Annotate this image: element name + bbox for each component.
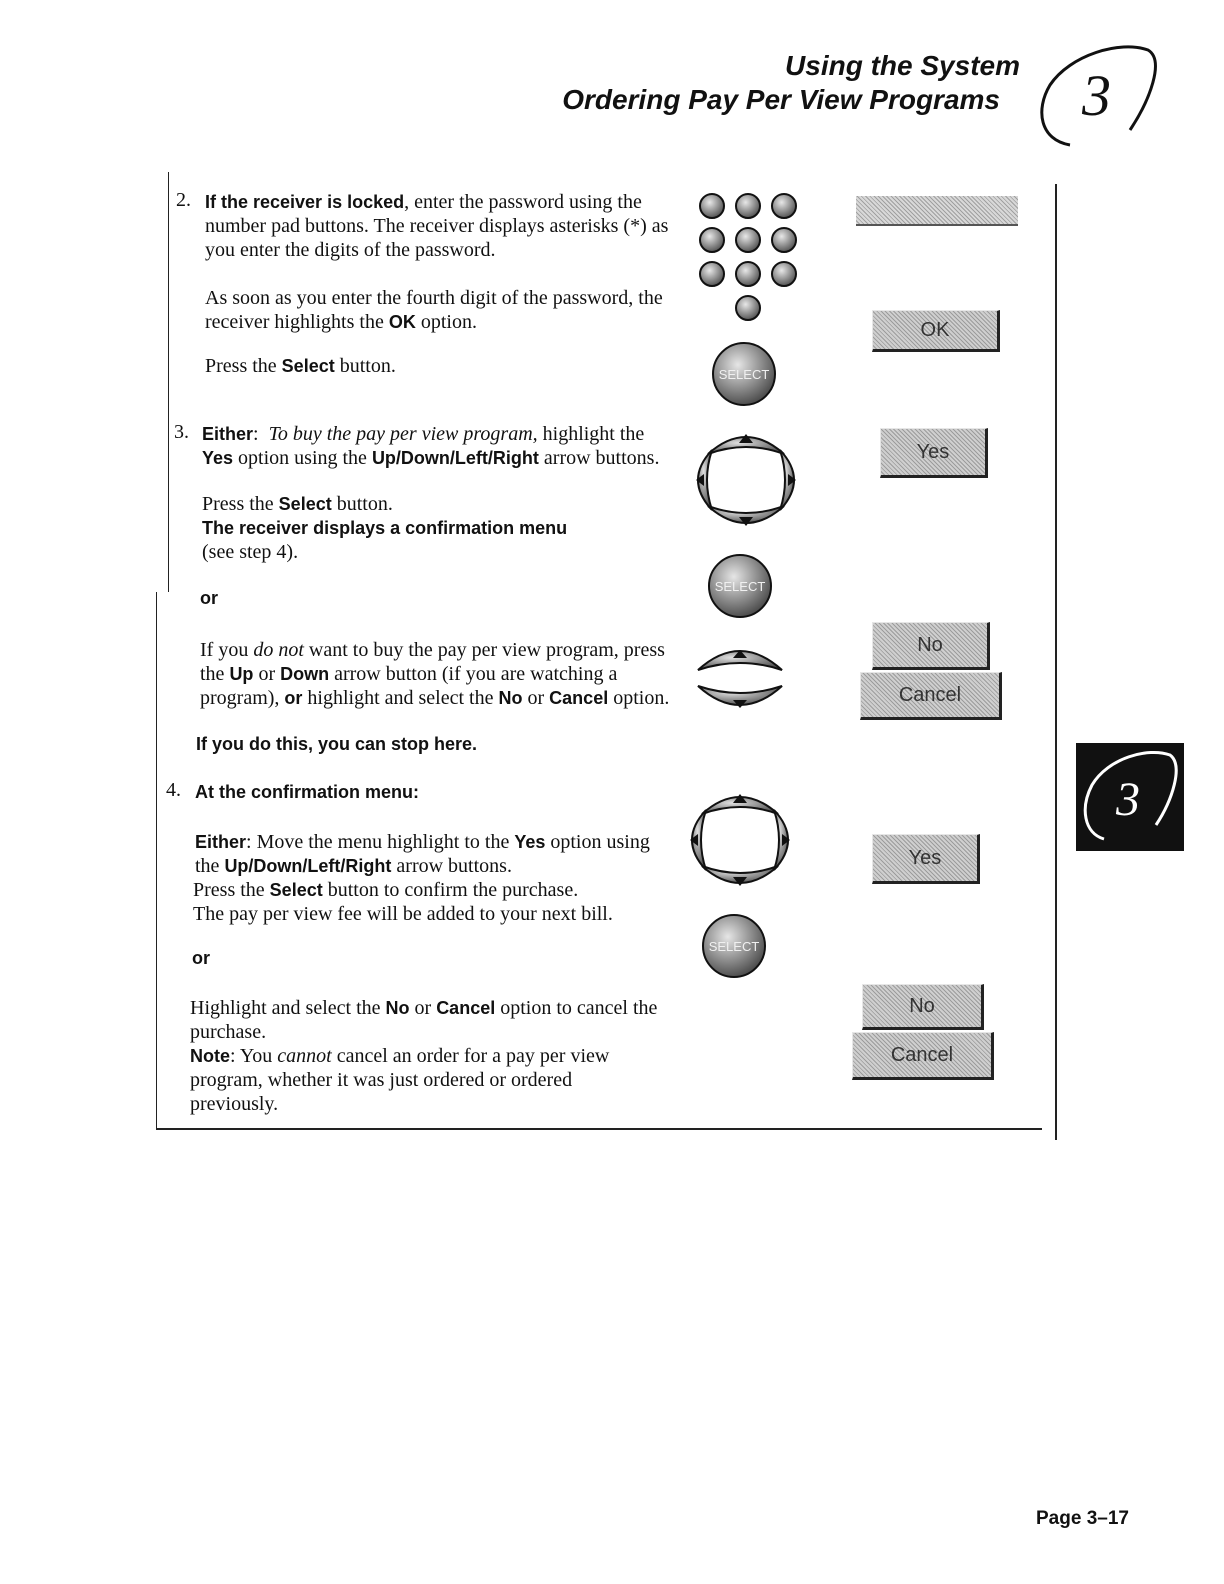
- frame-bottom-line: [156, 1128, 1042, 1130]
- step2-paragraph2: As soon as you enter the fourth digit of the password, the receiver highlights the OK option.: [205, 287, 663, 333]
- chapter-3-logo: [1030, 40, 1160, 155]
- chapter-number: 3: [1082, 63, 1111, 128]
- step3-stop-note: If you do this, you can stop here.: [196, 734, 478, 754]
- page-number: Page 3–17: [1036, 1508, 1129, 1529]
- no-button-graphic: No: [872, 622, 990, 670]
- step-number: 2.: [176, 189, 191, 211]
- frame-right-line: [1055, 184, 1057, 1140]
- svg-text:SELECT: SELECT: [714, 579, 766, 594]
- yes-button-graphic: Yes: [872, 834, 980, 884]
- or-separator: or: [200, 588, 218, 608]
- number-pad-icon: [694, 192, 810, 324]
- cancel-button-graphic: Cancel: [860, 672, 1002, 720]
- svg-text:SELECT: SELECT: [708, 939, 760, 954]
- cancel-button-graphic: Cancel: [852, 1032, 994, 1080]
- step4-paragraph1: Either: Move the menu highlight to the Yes option using the Up/Down/Left/Right arrow buttons.: [195, 831, 650, 877]
- step4-fee-note: The pay per view fee will be added to your next bill.: [193, 903, 613, 925]
- svg-text:SELECT: SELECT: [718, 367, 770, 382]
- yes-button-graphic: Yes: [880, 428, 988, 478]
- or-separator: or: [192, 948, 210, 968]
- frame-left-line: [168, 172, 169, 592]
- step4-title: At the confirmation menu:: [195, 782, 419, 802]
- svg-text:3: 3: [1116, 773, 1140, 826]
- step3-see-step: (see step 4).: [202, 541, 299, 563]
- up-down-arrows-icon: [694, 638, 786, 718]
- step4-note: Note: You cannot cancel an order for a pay per view program, whether it was just ordered or ordered previously.: [190, 1045, 610, 1115]
- select-button-icon: [700, 912, 768, 980]
- password-field-graphic: [856, 196, 1018, 226]
- step4-press-select: Press the Select button to confirm the purchase.: [193, 879, 579, 901]
- step4-paragraph2: Highlight and select the No or Cancel option to cancel the purchase.: [190, 997, 658, 1043]
- step2-paragraph1: If the receiver is locked, enter the password using the number pad buttons. The receiver displays asterisks (*) as you enter the digits of the password.: [205, 191, 669, 261]
- select-button-icon: [710, 340, 778, 408]
- frame-left-line-lower: [156, 592, 157, 1128]
- step3-confirmation-note: The receiver displays a confirmation menu: [202, 518, 568, 538]
- step2-paragraph3: Press the Select button.: [205, 355, 396, 377]
- step3-paragraph2: If you do not want to buy the pay per view program, press the Up or Down arrow button (if you are watching a program), or highlight and select the No or Cancel option.: [200, 639, 670, 709]
- chapter-tab: [1076, 743, 1184, 851]
- chapter-tab-logo: [1076, 743, 1184, 851]
- step-number: 4.: [166, 779, 181, 801]
- step3-paragraph1: Either: To buy the pay per view program, highlight the Yes option using the Up/Down/Left/Right arrow buttons.: [202, 423, 660, 469]
- header-section-title: Using the System: [785, 50, 1020, 81]
- header-page-title: Ordering Pay Per View Programs: [562, 84, 1000, 115]
- ok-button-graphic: OK: [872, 310, 1000, 352]
- step-number: 3.: [174, 421, 189, 443]
- arrow-pad-icon: [684, 784, 796, 896]
- no-button-graphic: No: [862, 984, 984, 1030]
- arrow-pad-icon: [690, 424, 802, 536]
- step3-press-select: Press the Select button.: [202, 493, 393, 515]
- select-button-icon: [706, 552, 774, 620]
